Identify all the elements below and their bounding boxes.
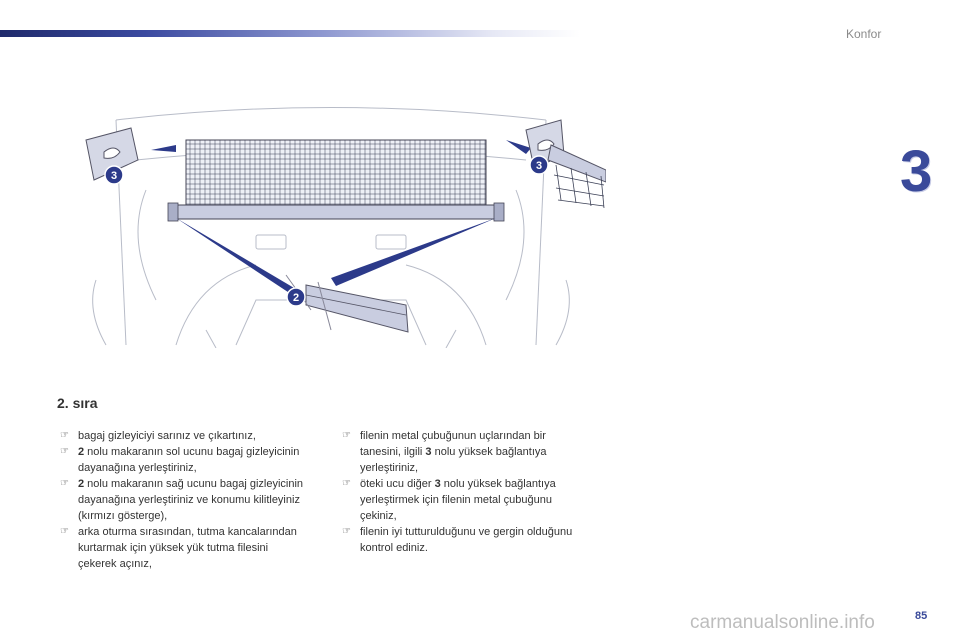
svg-text:2: 2 xyxy=(292,292,300,304)
pointing-hand-icon: ☞ xyxy=(60,430,69,441)
instruction-item: ☞ filenin iyi tutturulduğunu ve gergin olduğunu kontrol ediniz. xyxy=(342,526,573,554)
section-title: Konfor xyxy=(846,27,882,41)
watermark: carmanualsonline.info xyxy=(690,612,875,633)
instruction-item: ☞ 2 nolu makaranın sağ ucunu bagaj gizleyicinin dayanağına yerleştiriniz ve konumu kilitleyiniz (kırmızı gösterge), xyxy=(60,478,304,522)
callout-3-left xyxy=(105,166,123,184)
callout-3-right xyxy=(530,156,548,174)
instructions-right-column xyxy=(342,428,587,556)
instructions-left-column xyxy=(60,428,305,572)
pointing-hand-icon: ☞ xyxy=(342,526,351,537)
svg-text:3: 3 xyxy=(110,170,118,182)
svg-text:3: 3 xyxy=(535,160,543,172)
page-number: 85 xyxy=(915,610,928,622)
instruction-item: ☞ 2 nolu makaranın sol ucunu bagaj gizleyicinin dayanağına yerleştiriniz, xyxy=(60,446,300,474)
pointing-hand-icon: ☞ xyxy=(342,430,351,441)
section-heading: 2. sıra xyxy=(57,395,98,411)
pointing-hand-icon: ☞ xyxy=(60,446,69,457)
pointing-hand-icon: ☞ xyxy=(60,526,69,537)
cargo-net-illustration xyxy=(56,100,606,348)
pointing-hand-icon: ☞ xyxy=(60,478,69,489)
instruction-item: ☞ filenin metal çubuğunun uçlarından bir tanesini, ilgili 3 nolu yüksek bağlantıya yerleştiriniz, xyxy=(342,430,547,474)
instruction-item: ☞ arka oturma sırasından, tutma kancalarından kurtarmak için yüksek yük tutma filesini çekerek açınız, xyxy=(60,526,297,570)
header-gradient-bar xyxy=(0,30,580,37)
callout-2 xyxy=(287,288,305,306)
instruction-item: ☞ öteki ucu diğer 3 nolu yüksek bağlantıya yerleştirmek için filenin metal çubuğunu çekiniz, xyxy=(342,478,556,522)
chapter-number: 3 xyxy=(900,139,933,204)
instruction-item: ☞ bagaj gizleyiciyi sarınız ve çıkartınız, xyxy=(60,430,256,442)
pointing-hand-icon: ☞ xyxy=(342,478,351,489)
